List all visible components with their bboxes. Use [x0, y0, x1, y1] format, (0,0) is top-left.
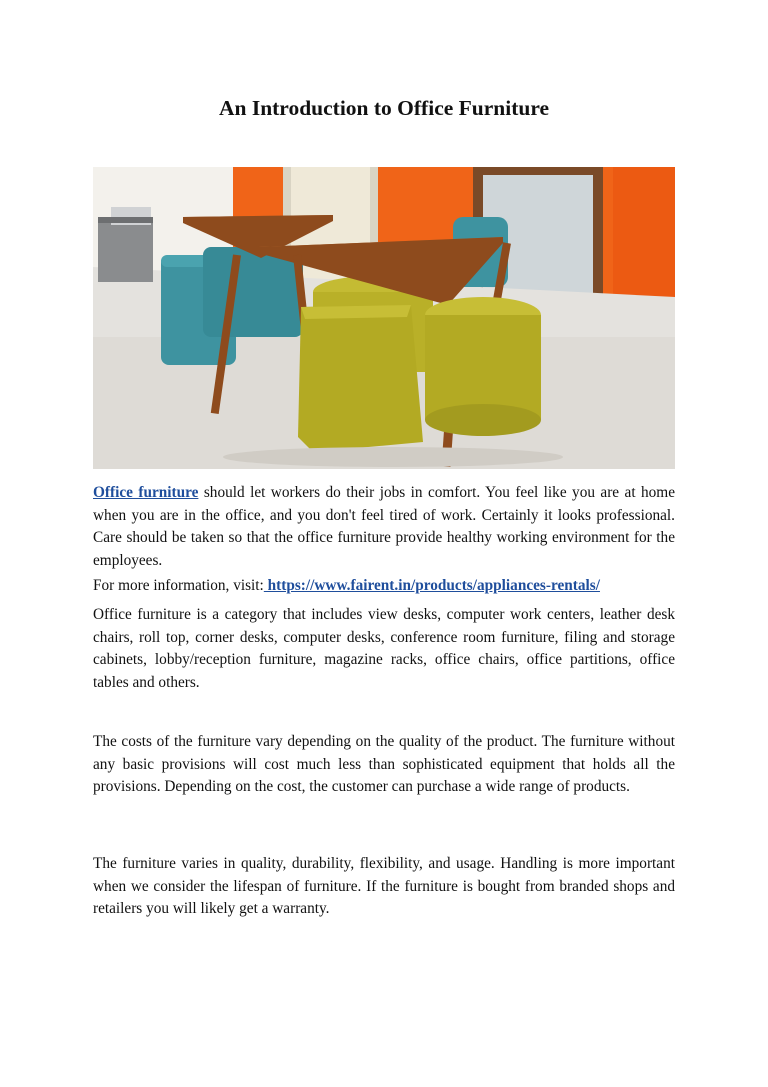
paragraph-quality: The furniture varies in quality, durability, flexibility, and usage. Handling is more important when we consider the lifespan of furniture. If the furniture is bought from branded shops and retailers you will likely get a warranty.	[93, 855, 675, 917]
paragraph-categories: Office furniture is a category that includes view desks, computer work centers, leather desk chairs, roll top, corner desks, computer desks, conference room furniture, filing and storage cabinets, lobby/reception furniture, magazine racks, office chairs, office partitions, office tables and others.	[93, 606, 675, 691]
paragraph-intro	[93, 482, 675, 572]
page-title: An Introduction to Office Furniture	[218, 96, 550, 120]
paragraph-more-info	[93, 575, 675, 598]
cabinet	[98, 222, 153, 282]
more-info-label: For more information, visit:	[93, 577, 264, 594]
paragraph-intro-text: should let workers do their jobs in comfort. You feel like you are at home when you are in the office, and you don't feel tired of work. Certainly it looks professional. Care should be taken so that the office furniture provide healthy working environment for the employees.	[93, 484, 675, 569]
furniture-photo	[93, 167, 675, 469]
fairent-url-link[interactable]: https://www.fairent.in/products/appliances-rentals/	[263, 577, 600, 594]
office-furniture-link[interactable]: Office furniture	[93, 484, 199, 501]
stool-yellow-front	[298, 305, 423, 452]
paragraph-costs: The costs of the furniture vary depending on the quality of the product. The furniture without any basic provisions will cost much less than sophisticated equipment that holds all the provisions. Depending on the cost, the customer can purchase a wide range of products.	[93, 733, 675, 795]
